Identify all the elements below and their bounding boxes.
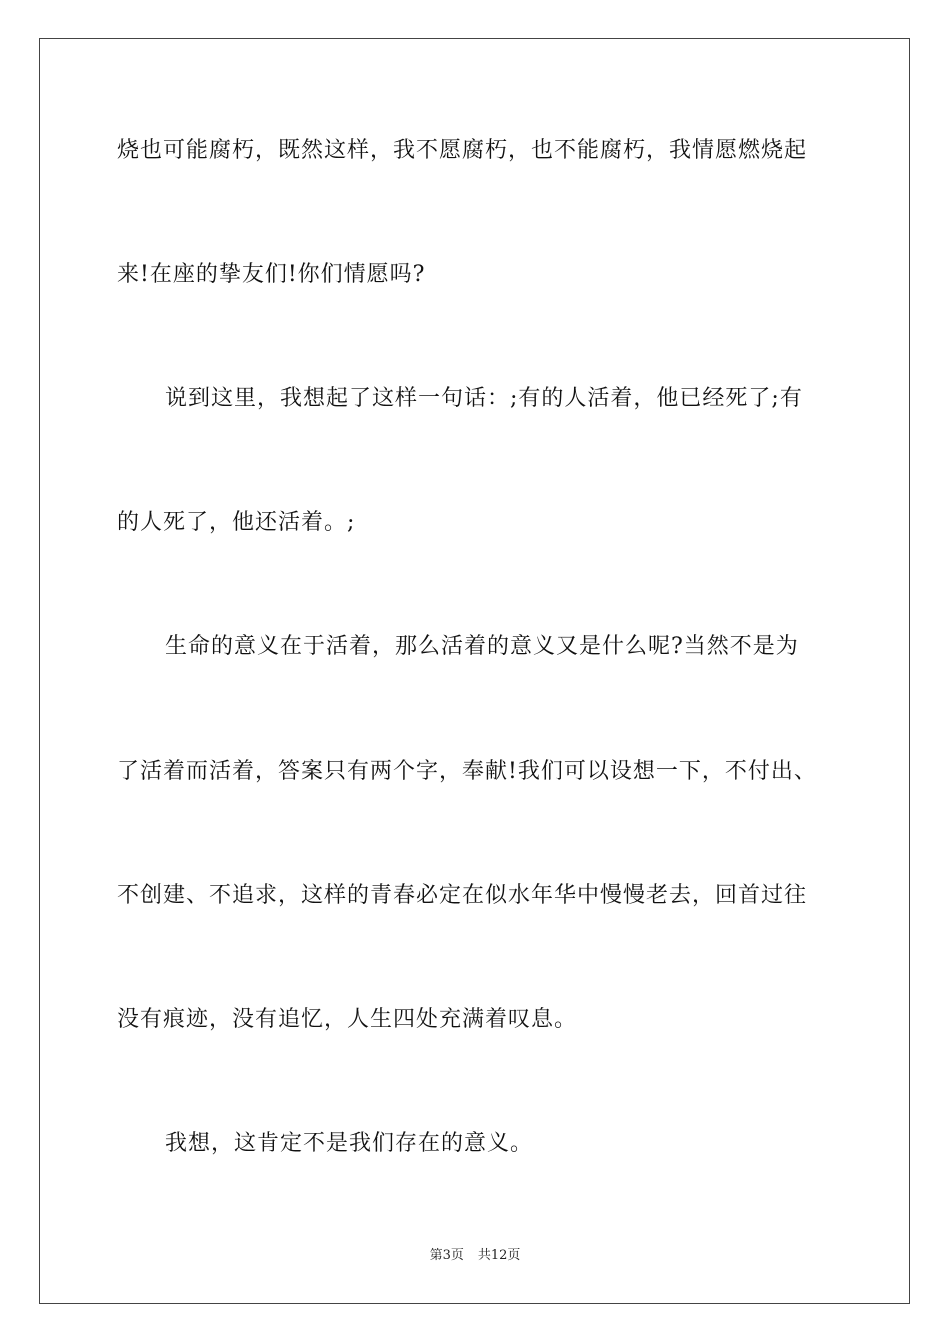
paragraph-line: 烧也可能腐朽，既然这样，我不愿腐朽，也不能腐朽，我情愿燃烧起 (117, 138, 808, 163)
paragraph-line: 说到这里，我想起了这样一句话：;有的人活着，他已经死了;有 (165, 386, 803, 411)
paragraph-line: 我想，这肯定不是我们存在的意义。 (165, 1131, 534, 1156)
total-pages: 共12页 (477, 1248, 521, 1263)
paragraph-line: 来!在座的挚友们!你们情愿吗? (117, 262, 426, 287)
paragraph-line: 不创建、不追求，这样的青春必定在似水年华中慢慢老去，回首过往 (117, 883, 808, 908)
paragraph-line: 的人死了，他还活着。; (117, 510, 356, 535)
paragraph-line: 生命的意义在于活着，那么活着的意义又是什么呢?当然不是为 (165, 634, 799, 659)
page-footer (0, 1247, 950, 1265)
page-border (39, 38, 910, 1304)
paragraph-line: 了活着而活着，答案只有两个字，奉献!我们可以设想一下，不付出、 (117, 759, 817, 784)
paragraph-line: 没有痕迹，没有追忆，人生四处充满着叹息。 (117, 1007, 578, 1032)
page-number: 第3页 (429, 1248, 464, 1263)
